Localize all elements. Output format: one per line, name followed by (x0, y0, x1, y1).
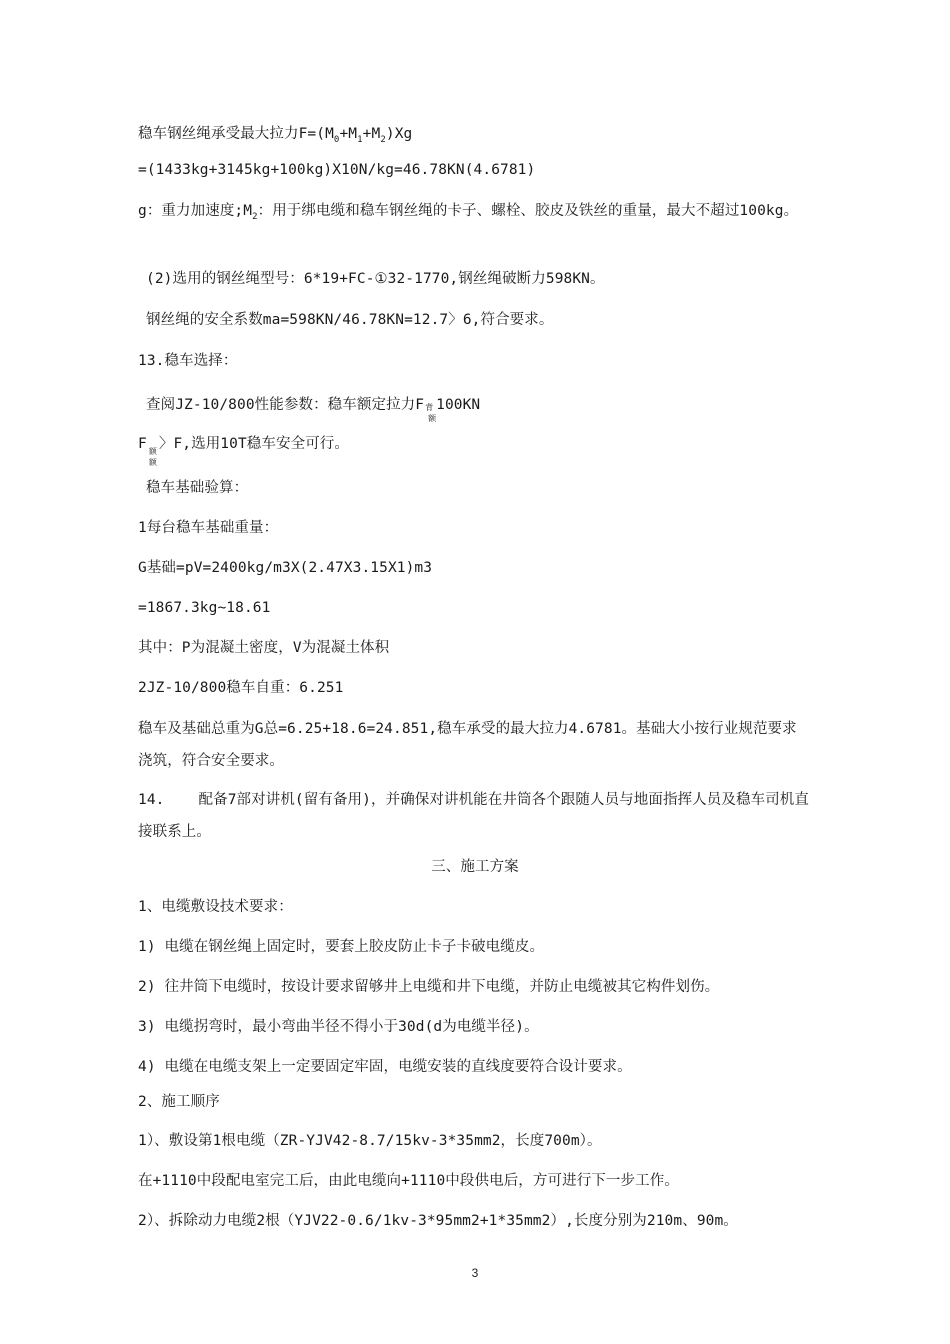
cable-req-title: 1、电缆敷设技术要求： (138, 899, 293, 915)
cable-req-3: 3) 电缆拐弯时，最小弯曲半径不得小于30d(d为电缆半径)。 (138, 1019, 539, 1035)
section-13-title: 13.稳车选择： (138, 353, 238, 369)
foundation-weight-title: 1每台稳车基础重量： (138, 520, 279, 536)
page-number: 3 (471, 1266, 479, 1280)
cable-req-4: 4) 电缆在电缆支架上一定要固定牢固，电缆安装的直线度要符合设计要求。 (138, 1059, 632, 1075)
winch-self-weight: 2JZ-10/800稳车自重：6.251 (138, 680, 344, 696)
foundation-note: 其中：P为混凝土密度，V为混凝土体积 (138, 640, 390, 656)
foundation-formula-1: G基础=pV=2400kg/m3X(2.47X3.15X1)m3 (138, 560, 433, 576)
foundation-check-title: 稳车基础验算： (146, 480, 249, 496)
gravity-note: g：重力加速度$;M_2$：用于绑电缆和稳车钢丝绳的卡子、螺栓、胶皮及铁丝的重量，最大不超过100kg。 (138, 203, 799, 222)
construction-order-title: 2、施工顺序 (138, 1094, 220, 1110)
order-step-1-note: 在+1110中段配电室完工后，由此电缆向+1110中段供电后，方可进行下一步工作。 (138, 1173, 679, 1189)
section-heading: 三、施工方案 (431, 859, 519, 875)
order-step-2: 2）、拆除动力电缆2根（YJV22-0.6/1kv-3*95mm2+1*35mm2）,长度分别为210m、90m。 (138, 1213, 738, 1229)
rope-model-line: (2)选用的钢丝绳型号：6*19+FC-①32-1770,钢丝绳破断力598KN。 (146, 271, 605, 287)
winch-param-line: 查阅JZ-10/800性能参数：稳车额定拉力F 背 额 100KN (146, 397, 481, 423)
cable-req-1: 1) 电缆在钢丝绳上固定时，要套上胶皮防止卡子卡破电缆皮。 (138, 939, 545, 955)
cable-req-2: 2) 往井筒下电缆时，按设计要求留够井上电缆和井下电缆，并防止电缆被其它构件划伤。 (138, 979, 720, 995)
winch-choice-line: F 额 额 〉F,选用10T稳车安全可行。 (138, 436, 349, 467)
total-weight-paragraph: 稳车及基础总重为G总=6.25+18.6=24.851,稳车承受的最大拉力4.6781。基础大小按行业规范要求浇筑，符合安全要求。 (138, 721, 797, 769)
foundation-formula-2: =1867.3kg~18.61 (138, 600, 271, 616)
order-step-1: 1）、敷设第1根电缆（ZR-YJV42-8.7/15kv-3*35mm2，长度700m）。 (138, 1133, 602, 1149)
safety-factor-line: 钢丝绳的安全系数ma=598KN/46.78KN=12.7〉6,符合要求。 (146, 312, 554, 328)
section-14-paragraph: 14. 配备7部对讲机(留有备用)，并确保对讲机能在井筒各个跟随人员与地面指挥人员及稳车司机直接联系上。 (138, 792, 809, 840)
formula-line-1: 稳车钢丝绳承受最大拉力$F=(M_0+M_1+M_2)Xg$ (138, 126, 413, 145)
formula-line-2: =(1433kg+3145kg+100kg)X10N/kg=46.78KN(4.6781) (138, 162, 536, 178)
